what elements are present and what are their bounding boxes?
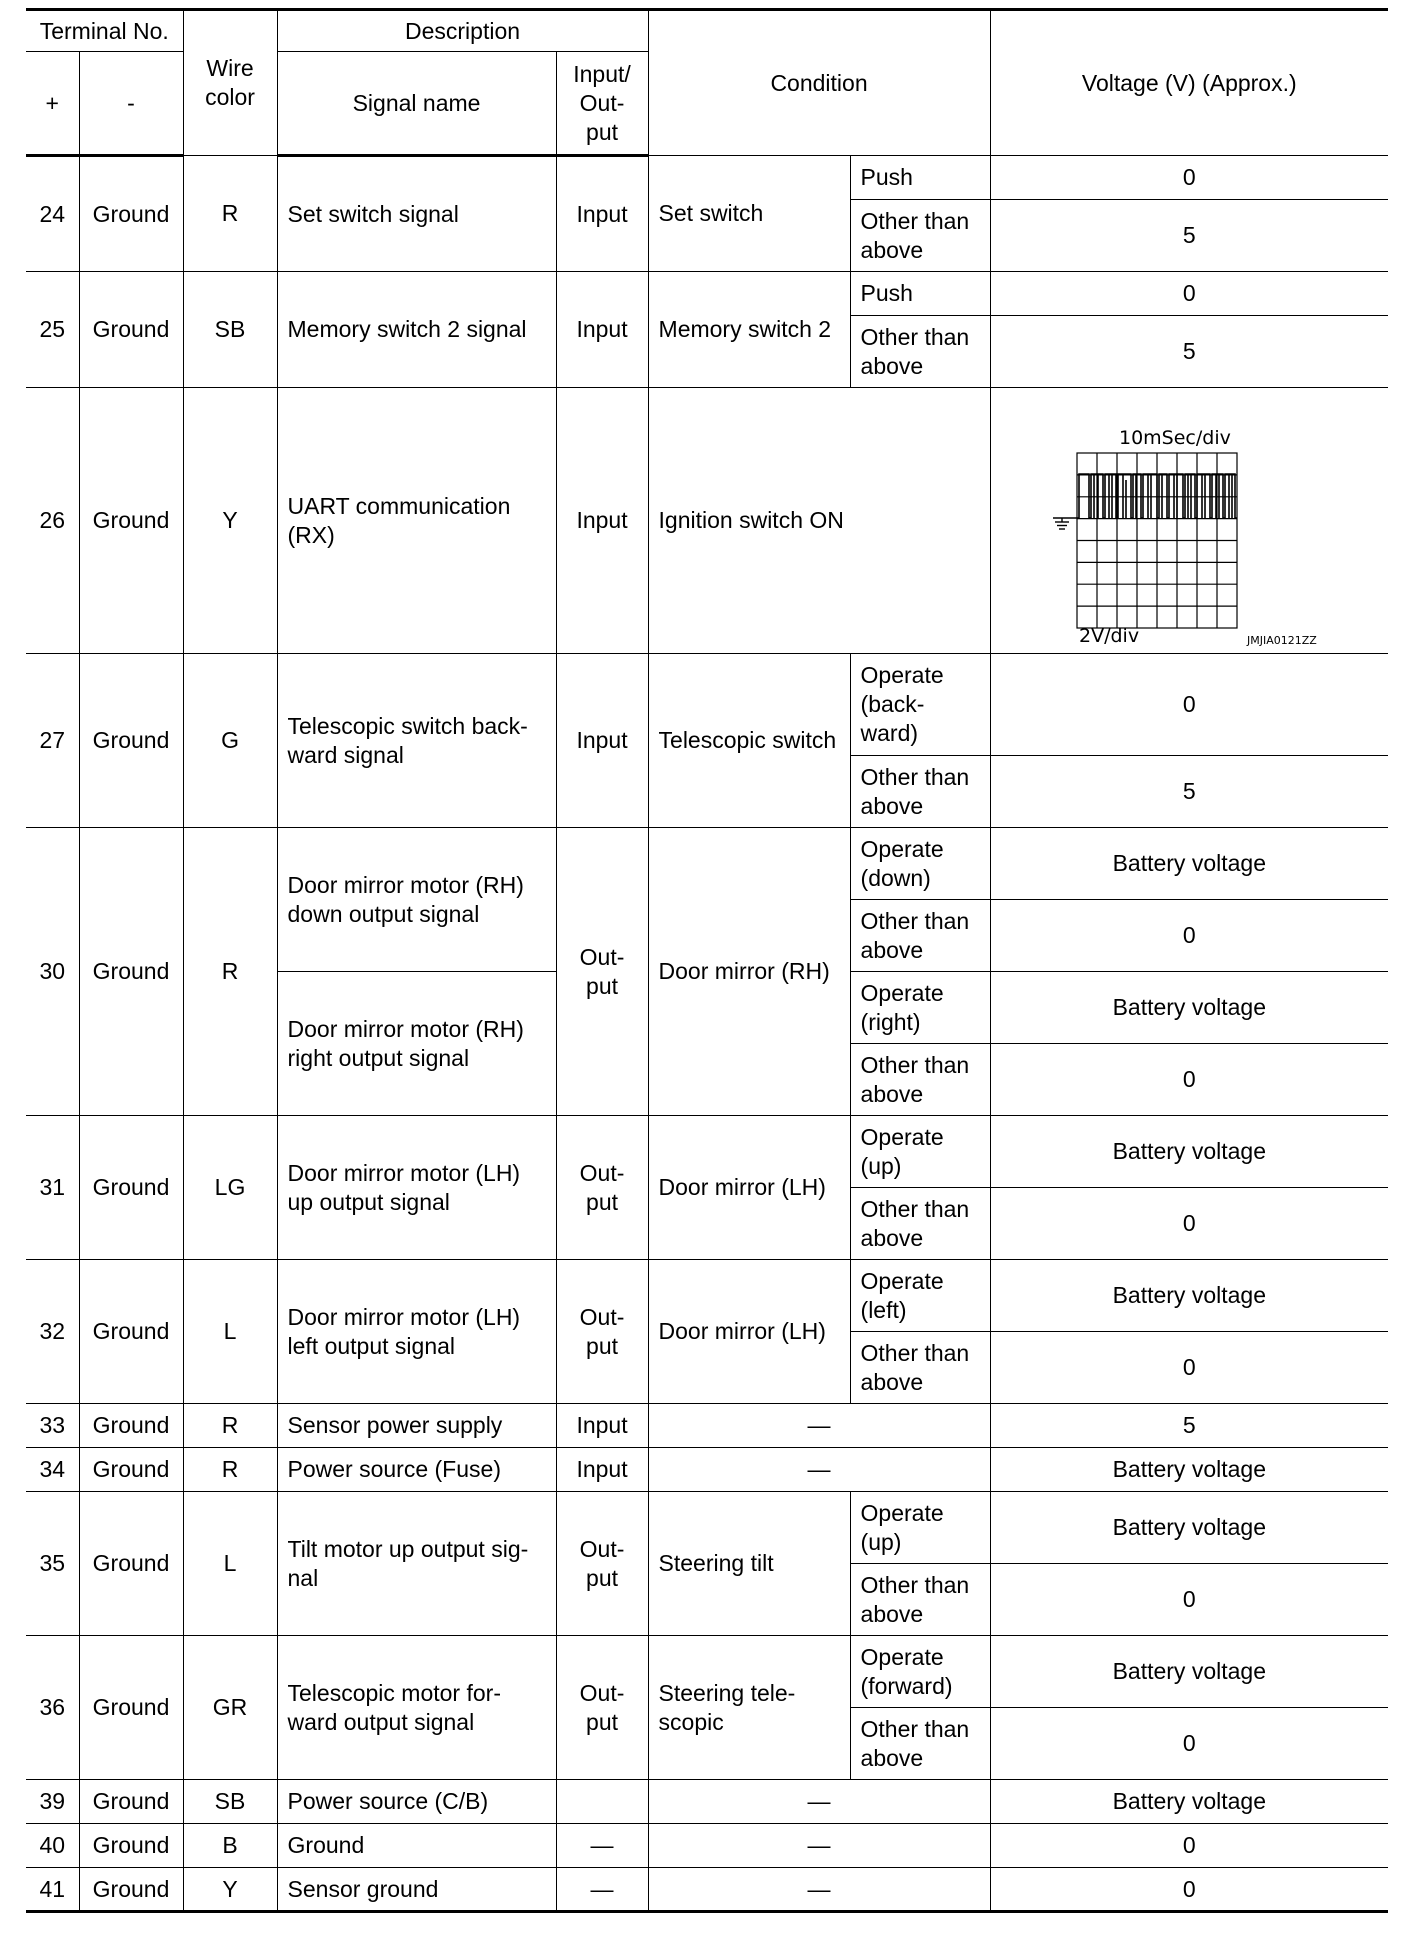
voltage: 0 — [990, 1332, 1388, 1404]
voltage: 0 — [990, 1188, 1388, 1260]
table-row — [26, 1448, 1388, 1492]
condition: Ignition switch ON — [648, 388, 990, 654]
condition: Door mirror (RH) — [648, 828, 850, 1116]
terminal-plus: 34 — [26, 1448, 79, 1492]
voltage: 0 — [990, 1044, 1388, 1116]
header-description: Description — [277, 10, 648, 52]
signal-name: Door mirror motor (LH) up output signal — [277, 1116, 556, 1260]
terminal-minus: Ground — [79, 1636, 183, 1780]
time-div-label: 10mSec/div — [1118, 426, 1231, 449]
terminal-minus: Ground — [79, 1260, 183, 1404]
voltage: 0 — [990, 654, 1388, 756]
voltage: Battery voltage — [990, 1492, 1388, 1564]
signal-name: Telescopic switch back- ward signal — [277, 654, 556, 828]
sub-condition: Other than above — [850, 1188, 990, 1260]
table-row — [26, 1868, 1388, 1912]
terminal-minus: Ground — [79, 272, 183, 388]
input-output: — — [556, 1824, 648, 1868]
wire-color: R — [183, 1404, 277, 1448]
table-row — [26, 1404, 1388, 1448]
table-row — [26, 1116, 1388, 1188]
terminal-minus: Ground — [79, 1824, 183, 1868]
sub-condition: Operate (forward) — [850, 1636, 990, 1708]
input-output: Input — [556, 272, 648, 388]
terminal-plus: 31 — [26, 1116, 79, 1260]
header-condition: Condition — [648, 10, 990, 156]
sub-condition: Operate (down) — [850, 828, 990, 900]
condition: — — [648, 1404, 990, 1448]
terminal-minus: Ground — [79, 654, 183, 828]
terminal-plus: 30 — [26, 828, 79, 1116]
oscilloscope-waveform — [991, 390, 1389, 652]
terminal-spec-table — [26, 8, 1388, 1913]
terminal-minus: Ground — [79, 828, 183, 1116]
condition: — — [648, 1824, 990, 1868]
wire-color: R — [183, 1448, 277, 1492]
table-row — [26, 654, 1388, 756]
input-output: — — [556, 1868, 648, 1912]
signal-name: UART communication (RX) — [277, 388, 556, 654]
terminal-plus: 27 — [26, 654, 79, 828]
header-row-1 — [26, 10, 1388, 52]
signal-name: Sensor ground — [277, 1868, 556, 1912]
terminal-plus: 40 — [26, 1824, 79, 1868]
signal-name: Set switch signal — [277, 156, 556, 272]
wire-color: R — [183, 828, 277, 1116]
volt-div-label: 2V/div — [1078, 624, 1139, 647]
wire-color: R — [183, 156, 277, 272]
voltage: 5 — [990, 200, 1388, 272]
wire-color: SB — [183, 272, 277, 388]
input-output: Out- put — [556, 1260, 648, 1404]
input-output: Out- put — [556, 1492, 648, 1636]
terminal-minus: Ground — [79, 388, 183, 654]
voltage: Battery voltage — [990, 1116, 1388, 1188]
table-row — [26, 156, 1388, 200]
wire-color: G — [183, 654, 277, 828]
sub-condition: Push — [850, 272, 990, 316]
header-terminal-no: Terminal No. — [26, 10, 183, 52]
wire-color: Y — [183, 1868, 277, 1912]
signal-name: Ground — [277, 1824, 556, 1868]
sub-condition: Other than above — [850, 316, 990, 388]
signal-name: Power source (Fuse) — [277, 1448, 556, 1492]
terminal-minus: Ground — [79, 156, 183, 272]
oscilloscope-cell — [990, 388, 1388, 654]
input-output: Input — [556, 1448, 648, 1492]
terminal-minus: Ground — [79, 1780, 183, 1824]
header-voltage: Voltage (V) (Approx.) — [990, 10, 1388, 156]
header-plus: + — [26, 52, 79, 156]
condition: — — [648, 1868, 990, 1912]
terminal-plus: 32 — [26, 1260, 79, 1404]
voltage: 0 — [990, 900, 1388, 972]
figure-reference-code: JMJIA0121ZZ — [1246, 633, 1317, 647]
table-row — [26, 1824, 1388, 1868]
table-row — [26, 388, 1388, 654]
condition: Steering tele- scopic — [648, 1636, 850, 1780]
terminal-minus: Ground — [79, 1116, 183, 1260]
terminal-minus: Ground — [79, 1404, 183, 1448]
wire-color: B — [183, 1824, 277, 1868]
signal-name: Door mirror motor (LH) left output signal — [277, 1260, 556, 1404]
terminal-plus: 35 — [26, 1492, 79, 1636]
voltage: 5 — [990, 756, 1388, 828]
sub-condition: Other than above — [850, 1044, 990, 1116]
signal-name: Memory switch 2 signal — [277, 272, 556, 388]
table-row — [26, 1780, 1388, 1824]
sub-condition: Other than above — [850, 1564, 990, 1636]
terminal-plus: 26 — [26, 388, 79, 654]
condition: Door mirror (LH) — [648, 1116, 850, 1260]
sub-condition: Other than above — [850, 1332, 990, 1404]
condition: Set switch — [648, 156, 850, 272]
header-signal-name: Signal name — [277, 52, 556, 156]
voltage: 0 — [990, 1868, 1388, 1912]
table-row — [26, 1260, 1388, 1332]
input-output: Out- put — [556, 1636, 648, 1780]
input-output: Out- put — [556, 828, 648, 1116]
sub-condition: Operate (back- ward) — [850, 654, 990, 756]
terminal-plus: 25 — [26, 272, 79, 388]
oscilloscope-figure — [991, 390, 1389, 652]
voltage: 0 — [990, 156, 1388, 200]
sub-condition: Other than above — [850, 756, 990, 828]
ground-symbol-icon — [1053, 518, 1077, 529]
terminal-plus: 36 — [26, 1636, 79, 1780]
condition: — — [648, 1448, 990, 1492]
condition: — — [648, 1780, 990, 1824]
input-output: Input — [556, 1404, 648, 1448]
wire-color: SB — [183, 1780, 277, 1824]
sub-condition: Operate (up) — [850, 1116, 990, 1188]
voltage: 0 — [990, 1564, 1388, 1636]
condition: Door mirror (LH) — [648, 1260, 850, 1404]
input-output: Out- put — [556, 1116, 648, 1260]
sub-condition: Operate (left) — [850, 1260, 990, 1332]
signal-name: Door mirror motor (RH) right output signal — [277, 972, 556, 1116]
wire-color: GR — [183, 1636, 277, 1780]
wire-color: L — [183, 1260, 277, 1404]
terminal-minus: Ground — [79, 1492, 183, 1636]
voltage: Battery voltage — [990, 1448, 1388, 1492]
voltage: Battery voltage — [990, 1780, 1388, 1824]
table-row — [26, 1492, 1388, 1564]
voltage: Battery voltage — [990, 972, 1388, 1044]
wire-color: L — [183, 1492, 277, 1636]
voltage: Battery voltage — [990, 1260, 1388, 1332]
input-output: Input — [556, 388, 648, 654]
voltage: 0 — [990, 1824, 1388, 1868]
wire-color: LG — [183, 1116, 277, 1260]
input-output — [556, 1780, 648, 1824]
table-row — [26, 1636, 1388, 1708]
sub-condition: Operate (right) — [850, 972, 990, 1044]
terminal-plus: 41 — [26, 1868, 79, 1912]
voltage: 5 — [990, 316, 1388, 388]
input-output: Input — [556, 156, 648, 272]
sub-condition: Push — [850, 156, 990, 200]
header-minus: - — [79, 52, 183, 156]
header-input-output: Input/ Out- put — [556, 52, 648, 156]
terminal-spec-page — [26, 8, 1388, 1913]
signal-name: Tilt motor up output sig- nal — [277, 1492, 556, 1636]
signal-name: Door mirror motor (RH) down output signal — [277, 828, 556, 972]
terminal-plus: 39 — [26, 1780, 79, 1824]
signal-name: Telescopic motor for- ward output signal — [277, 1636, 556, 1780]
sub-condition: Other than above — [850, 1708, 990, 1780]
input-output: Input — [556, 654, 648, 828]
voltage: Battery voltage — [990, 828, 1388, 900]
signal-name: Power source (C/B) — [277, 1780, 556, 1824]
terminal-plus: 33 — [26, 1404, 79, 1448]
voltage: Battery voltage — [990, 1636, 1388, 1708]
signal-name: Sensor power supply — [277, 1404, 556, 1448]
voltage: 5 — [990, 1404, 1388, 1448]
table-row — [26, 828, 1388, 900]
header-wire-color: Wire color — [183, 10, 277, 156]
wire-color: Y — [183, 388, 277, 654]
terminal-minus: Ground — [79, 1868, 183, 1912]
voltage: 0 — [990, 272, 1388, 316]
terminal-plus: 24 — [26, 156, 79, 272]
sub-condition: Operate (up) — [850, 1492, 990, 1564]
terminal-minus: Ground — [79, 1448, 183, 1492]
sub-condition: Other than above — [850, 900, 990, 972]
condition: Memory switch 2 — [648, 272, 850, 388]
uart-waveform — [1077, 474, 1237, 518]
condition: Steering tilt — [648, 1492, 850, 1636]
voltage: 0 — [990, 1708, 1388, 1780]
condition: Telescopic switch — [648, 654, 850, 828]
table-row — [26, 272, 1388, 316]
sub-condition: Other than above — [850, 200, 990, 272]
